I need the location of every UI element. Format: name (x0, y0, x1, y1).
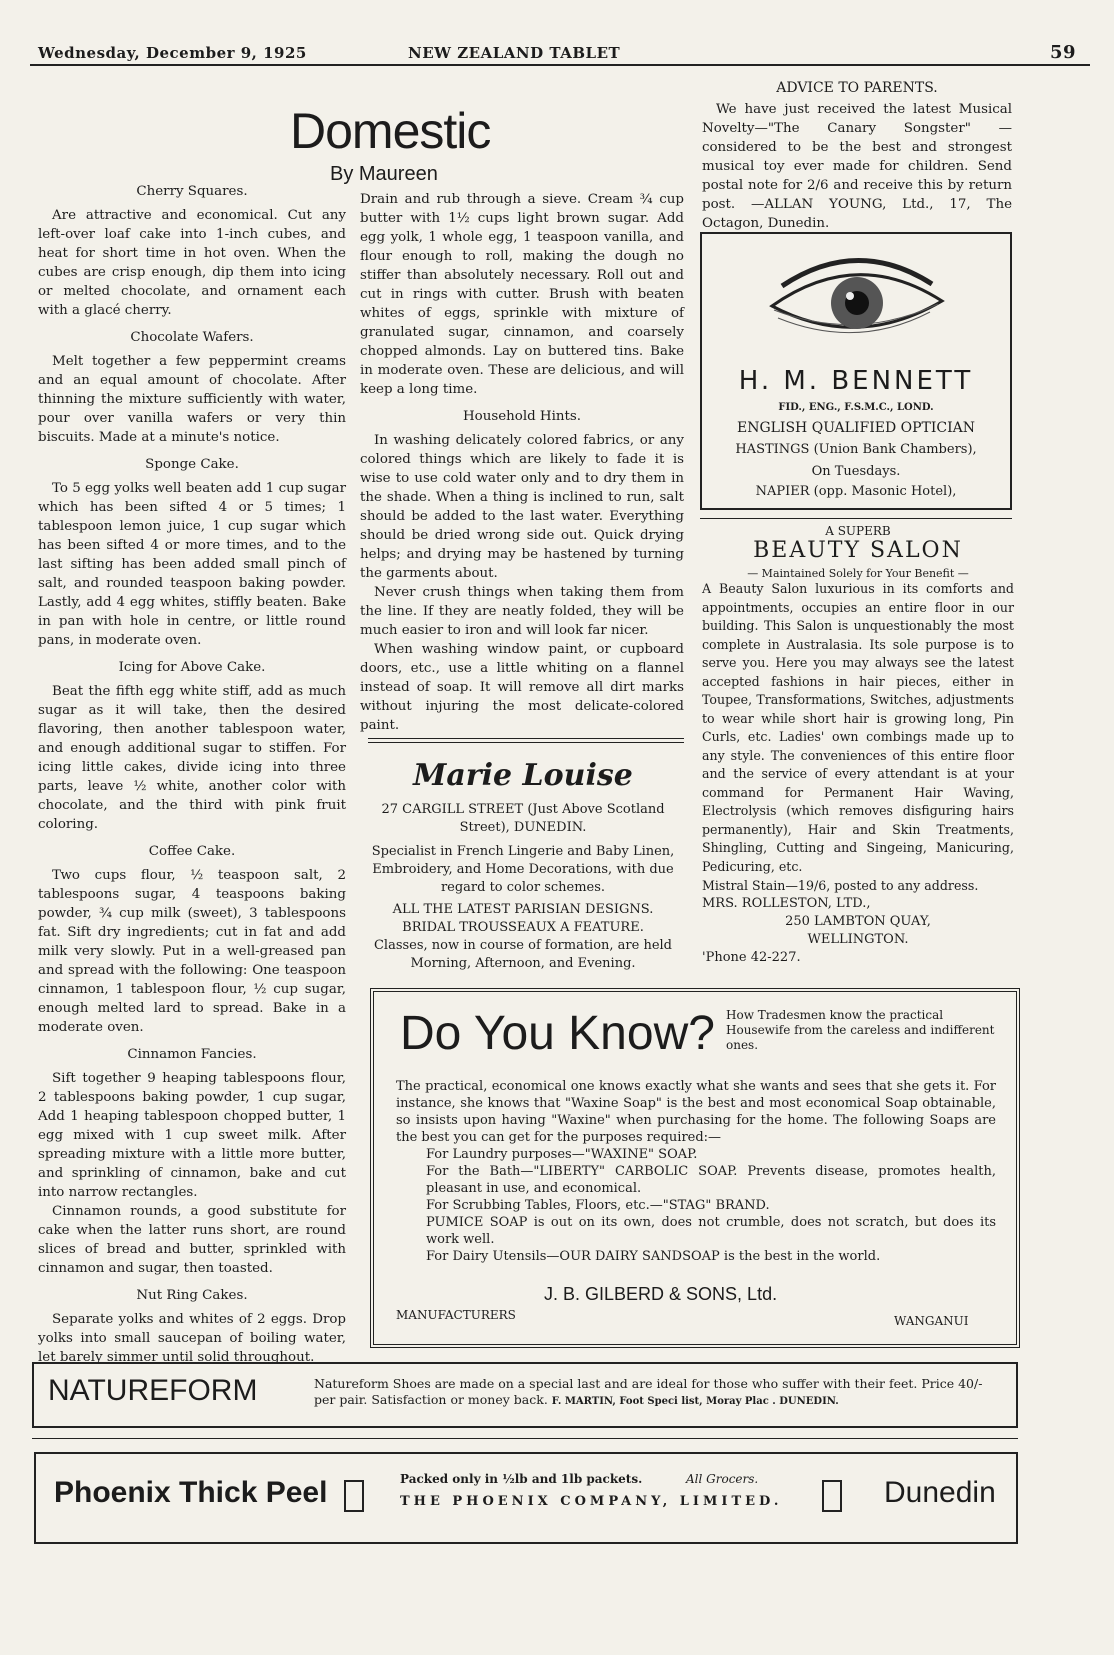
hint-2: Never crush things when taking them from the line. If they are neatly folded, they will be much easier to iron and will look far nicer. (360, 585, 684, 638)
beauty-salon-address-1: 250 LAMBTON QUAY, (785, 914, 931, 929)
gilberd-town: WANGANUI (894, 1314, 969, 1328)
column-divider-2 (368, 742, 684, 743)
do-you-know-ad (370, 988, 1020, 1348)
recipe-text: To 5 egg yolks well beaten add 1 cup sugar which has been sifted 4 or 5 times; 1 tablespoon lemon juice, 1 cup sugar which has been sifted 4 or more times, and to the last sifting has been added small pinch of salt, and rounded teaspoon baking powder. Lastly, add 4 egg whites, stiffly beaten. Bake in pan with hole in centre, or little round pans, in moderate oven. (38, 481, 346, 648)
phoenix-town: Dunedin (884, 1476, 996, 1509)
recipe-heading: Cherry Squares. (136, 184, 248, 199)
section-title: Domestic (290, 103, 491, 159)
do-you-know-side: How Tradesmen know the practical Housewife from the careless and indifferent ones. (726, 1008, 995, 1052)
bennett-napier: NAPIER (opp. Masonic Hotel), (755, 484, 957, 499)
natureform-text (314, 1376, 1004, 1410)
header-rule (30, 64, 1090, 66)
recipe-heading: Coffee Cake. (148, 844, 236, 859)
bennett-tuesdays: On Tuesdays. (811, 464, 901, 479)
natureform-name: NATUREFORM (48, 1374, 258, 1407)
recipe-heading: Sponge Cake. (145, 457, 239, 472)
column-divider (368, 738, 684, 739)
phoenix-box-icon (344, 1480, 364, 1512)
recipe-text: Melt together a few peppermint creams and an equal amount of chocolate. After thinning the mixture sufficiently with water, pour over vanilla wafers or very thin biscuits. Made at a minute's notice. (38, 354, 346, 445)
ad-divider-2 (32, 1438, 1018, 1439)
recipe-heading: Cinnamon Fancies. (127, 1047, 257, 1062)
phoenix-grocers: All Grocers. (686, 1472, 759, 1486)
eye-illustration-icon (762, 246, 952, 356)
do-you-know-intro: The practical, economical one knows exactly what she wants and sees that she gets it. For instance, she knows that "Waxine Soap" is the best and most economical Soap obtainable, so insists upon having "Waxine" when purchasing for the home. The following Soaps are the best you can get for the purposes required:— (396, 1079, 996, 1145)
beauty-salon-subtitle: — Maintained Solely for Your Benefit — (747, 567, 969, 580)
recipe-heading: Nut Ring Cakes. (136, 1288, 248, 1303)
natureform-agent: F. MARTIN, Foot Speci list, Moray Plac . DUNEDIN. (551, 1396, 839, 1407)
phoenix-name: Phoenix Thick Peel (54, 1476, 328, 1509)
beauty-salon-stain: Mistral Stain—19/6, posted to any address. (702, 878, 979, 893)
hint-3: When washing window paint, or cupboard doors, etc., use a little whiting on a flannel instead of soap. It will remove all dirt marks without injuring the most delicate-colored paint. (360, 642, 684, 733)
recipe-text: Cinnamon rounds, a good substitute for cake when the latter runs short, are round slices of bread and butter, sprinkled with cinnamon and sugar, then toasted. (38, 1204, 346, 1276)
bennett-hastings: HASTINGS (Union Bank Chambers), (735, 442, 977, 457)
marie-louise-specialty: Specialist in French Lingerie and Baby Linen, Embroidery, and Home Decorations, with due regard to color schemes. (371, 844, 675, 895)
section-byline: By Maureen (330, 163, 438, 185)
recipe-text: Are attractive and economical. Cut any left-over loaf cake into 1-inch cubes, and heat for short time in hot oven. When the cubes are crisp enough, dip them into icing or melted chocolate, and ornament each with a glacé cherry. (38, 208, 346, 318)
nut-ring-continued: Drain and rub through a sieve. Cream ¾ cup butter with 1½ cups light brown sugar. Add egg yolk, 1 whole egg, 1 teaspoon vanilla, and flour enough to roll, making the dough no stiffer than absolutely necessary. Roll out and cut in rings with cutter. Brush with beaten whites of eggs, sprinkle with mixture of granulated sugar, cinnamon, and coarsely chopped almonds. Lay on buttered tins. Bake in moderate oven. These are delicious, and will keep a long time. (360, 192, 684, 397)
recipes-column-2 (360, 190, 684, 735)
gilberd-firm: J. B. GILBERD & SONS, Ltd. (544, 1284, 778, 1304)
recipe-heading: Icing for Above Cake. (118, 660, 266, 675)
recipe-text: Separate yolks and whites of 2 eggs. Drop yolks into small saucepan of boiling water, let barely simmer until solid throughout. (38, 1312, 346, 1365)
soap-item: For Dairy Utensils—OUR DAIRY SANDSOAP is the best in the world. (426, 1249, 881, 1264)
page-number: 59 (1050, 42, 1077, 63)
marie-louise-designs: ALL THE LATEST PARISIAN DESIGNS. (392, 902, 654, 917)
marie-louise-trousseaux: BRIDAL TROUSSEAUX A FEATURE. (402, 920, 644, 935)
do-you-know-title: Do You Know? (400, 1007, 715, 1060)
household-hints-heading: Household Hints. (462, 409, 582, 424)
beauty-salon-pre: A SUPERB (825, 524, 891, 538)
ad-divider (700, 518, 1012, 519)
bennett-optician: ENGLISH QUALIFIED OPTICIAN (736, 420, 976, 436)
beauty-salon-firm: MRS. ROLLESTON, LTD., (702, 896, 871, 911)
phoenix-ad (34, 1452, 1018, 1544)
recipes-column (38, 182, 346, 1367)
advice-title: ADVICE TO PARENTS. (776, 80, 938, 96)
advice-text: We have just received the latest Musical Novelty—"The Canary Songster" — considered to be the best and strongest musical toy ever made for children. Send postal note for 2/6 and receive this by return post. —ALLAN YOUNG, Ltd., 17, The Octagon, Dunedin. (702, 102, 1012, 231)
marie-louise-classes: Classes, now in course of formation, are held Morning, Afternoon, and Evening. (373, 938, 673, 971)
beauty-salon-address-2: WELLINGTON. (807, 932, 909, 947)
soap-item: For the Bath—"LIBERTY" CARBOLIC SOAP. Prevents disease, promotes health, pleasant in use, and economical. (426, 1164, 996, 1196)
phoenix-company: THE PHOENIX COMPANY, LIMITED. (400, 1494, 783, 1509)
recipe-heading: Chocolate Wafers. (130, 330, 254, 345)
header-title: NEW ZEALAND TABLET (408, 44, 621, 62)
marie-louise-name: Marie Louise (413, 758, 633, 793)
natureform-desc: Natureform Shoes are made on a special last and are ideal for those who suffer with their feet. Price 40/- per pair. Satisfaction or money back. (314, 1376, 983, 1407)
marie-louise-address: 27 CARGILL STREET (Just Above Scotland Street), DUNEDIN. (381, 802, 665, 835)
hint-1: In washing delicately colored fabrics, or any colored things which are likely to fade it is wise to use cold water only and to dry them in the shade. When a thing is inclined to run, salt should be added to the last water. Everything should be dried wrong side out. Quick drying helps; and drying may be hastened by turning the garments about. (360, 433, 684, 581)
recipe-text: Two cups flour, ½ teaspoon salt, 2 tablespoons sugar, 4 teaspoons baking powder, ¾ cup milk (sweet), 3 tablespoons fat. Sift dry ingredients; cut in fat and add milk very slowly. Put in a well-greased pan and spread with the following: One teaspoon cinnamon, 1 tablespoon flour, ½ cup sugar, enough melted lard to spread. Bake in a moderate oven. (38, 868, 346, 1035)
do-you-know-body (396, 1078, 996, 1265)
beauty-salon-text: A Beauty Salon luxurious in its comforts and appointments, occupies an entire floor in our building. This Salon is unquestionably the most complete in Australasia. Its sole purpose is to serve you. Here you may always see the latest accepted fashions in hair pieces, either in Toupee, Transformations, Switches, adjustments to wear while short hair is growing long, Pin Curls, etc. Ladies' own combings made up to any style. The conveniences of this entire floor and the service of every attendant is at your command for Permanent Hair Waving, Electrolysis (which removes disfiguring hairs permanently), Hair and Skin Treatments, Shingling, Cutting and Singeing, Manicuring, Pedicuring, etc. (702, 581, 1014, 874)
recipe-text: Sift together 9 heaping tablespoons flour, 2 tablespoons baking powder, 1 cup sugar, Add 1 heaping tablespoon chopped butter, 1 egg mixed with 1 cup sweet milk. After spreading mixture with a little more butter, and sprinkling of cinnamon, bake and cut into narrow rectangles. (38, 1071, 346, 1200)
marie-louise-ad (360, 758, 686, 973)
beauty-salon-ad (702, 524, 1014, 967)
soap-item: For Laundry purposes—"WAXINE" SOAP. (426, 1147, 698, 1162)
phoenix-packets: Packed only in ½lb and 1lb packets. (400, 1472, 643, 1486)
recipe-text: Beat the fifth egg white stiff, add as much sugar as it will take, then the desired flavoring, then another tablespoon water, and enough additional sugar to stiffen. For icing little cakes, divide icing into three parts, leave ½ white, another color with chocolate, and the third with pink fruit coloring. (38, 684, 346, 832)
soap-item: For Scrubbing Tables, Floors, etc.—"STAG" BRAND. (426, 1198, 770, 1213)
bennett-qualifications: FID., ENG., F.S.M.C., LOND. (778, 402, 934, 413)
soap-item: PUMICE SOAP is out on its own, does not crumble, does not scratch, but does its work well. (426, 1215, 996, 1247)
advice-to-parents (702, 80, 1012, 233)
natureform-ad (32, 1362, 1018, 1428)
bennett-optician-ad (700, 232, 1012, 510)
beauty-salon-phone: 'Phone 42-227. (702, 950, 801, 965)
gilberd-manufacturers: MANUFACTURERS (396, 1308, 516, 1322)
beauty-salon-title: BEAUTY SALON (753, 538, 963, 563)
bennett-name: H. M. BENNETT (738, 366, 974, 396)
header-date: Wednesday, December 9, 1925 (38, 44, 307, 62)
phoenix-box-icon-2 (822, 1480, 842, 1512)
